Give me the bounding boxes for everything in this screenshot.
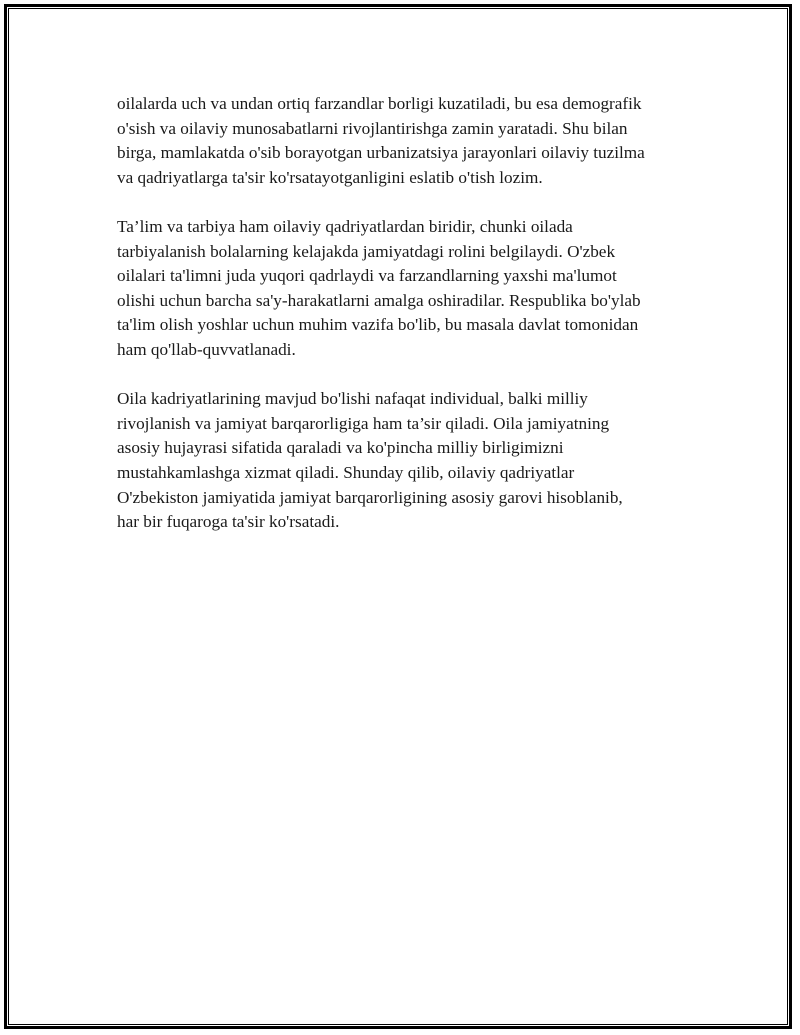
paragraph-family-size: oilalarda uch va undan ortiq farzandlar borligi kuzatiladi, bu esa demografik o'sish va oilaviy munosabatlarni rivojlantirishga zamin yaratadi. Shu bilan birga, mamlakatda o'sib borayotgan urbanizatsiya jarayonlari oilaviy tuzilma va qadriyatlarga ta'sir ko'rsatayotganligini eslatib o'tish lozim. [117,94,645,187]
paragraph-education: Ta’lim va tarbiya ham oilaviy qadriyatlardan biridir, chunki oilada tarbiyalanish bolalarning kelajakda jamiyatdagi rolini belgilaydi. O'zbek oilalari ta'limni juda yuqori qadrlaydi va farzandlarning yaxshi ma'lumot olishi uchun barcha sa'y-harakatlarni amalga oshiradilar. Respublika bo'ylab ta'lim olish yoshlar uchun muhim vazifa bo'lib, bu masala davlat tomonidan ham qo'llab-quvvatlanadi. [117,216,641,359]
paragraph-family-values: Oila kadriyatlarining mavjud bo'lishi nafaqat individual, balki milliy rivojlanish va jamiyat barqarorligiga ham ta’sir qiladi. Oila jamiyatning asosiy hujayrasi sifatida qaraladi va ko'pincha milliy birligimizni mustahkamlashga xizmat qiladi. Shunday qilib, oilaviy qadriyatlar O'zbekiston jamiyatida jamiyat barqarorligining asosiy garovi hisoblanib, har bir fuqaroga ta'sir ko'rsatadi. [117,389,623,532]
document-body [117,92,692,559]
